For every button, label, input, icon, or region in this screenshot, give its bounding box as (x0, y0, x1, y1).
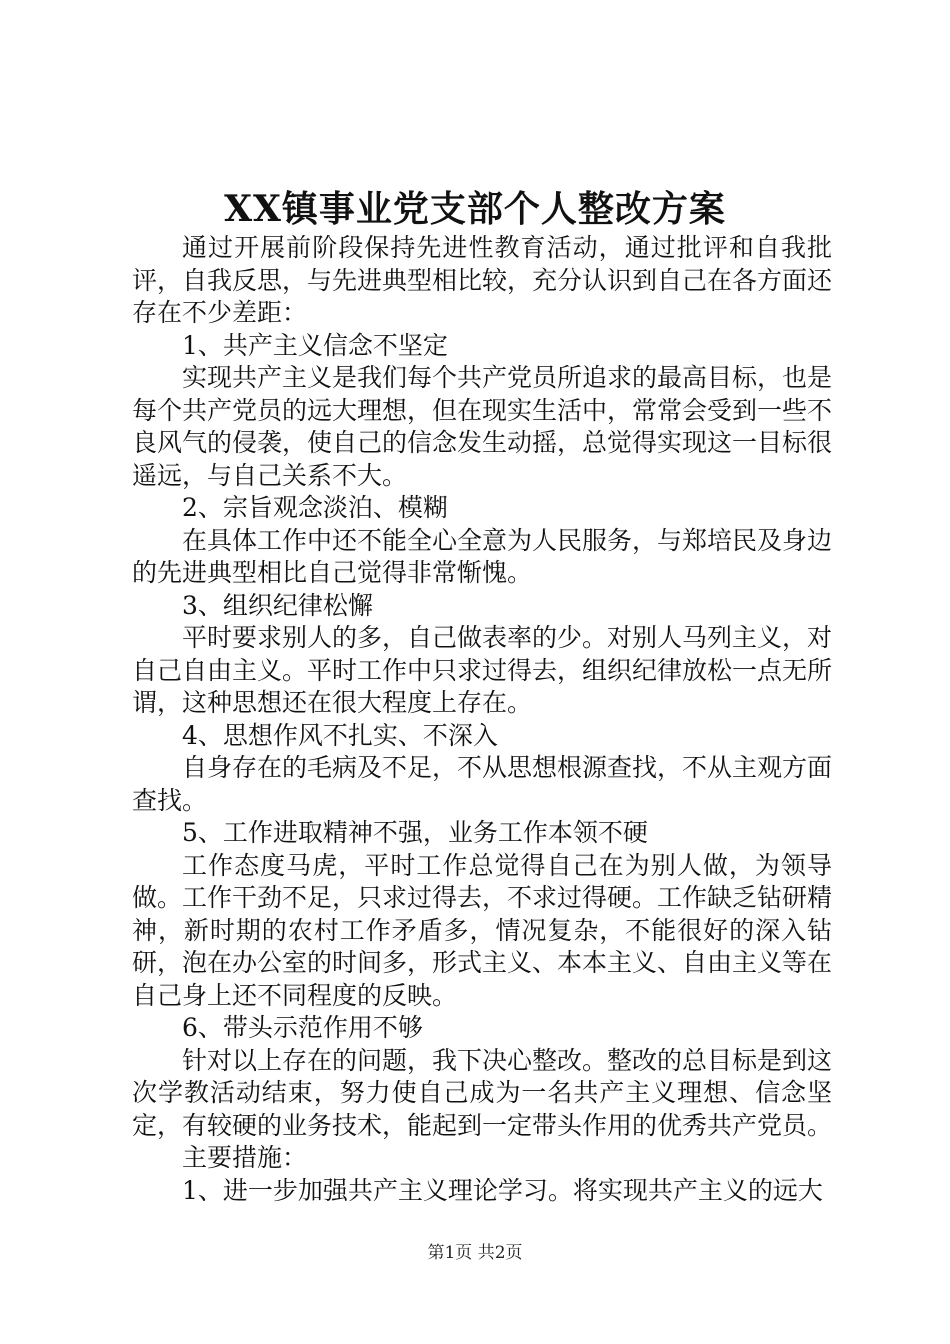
paragraph: 实现共产主义是我们每个共产党员所追求的最高目标，也是每个共产党员的远大理想，但在现实生活中，常常会受到一些不良风气的侵袭，使自己的信念发生动摇，总觉得实现这一目标很遥远，与自己关系不大。 (132, 363, 833, 490)
document-body (132, 232, 832, 1207)
paragraph: 工作态度马虎，平时工作总觉得自己在为别人做，为领导做。工作干劲不足，只求过得去，不求过得硬。工作缺乏钻研精神，新时期的农村工作矛盾多，情况复杂，不能很好的深入钻研，泡在办公室的时间多，形式主义、本本主义、自由主义等在自己身上还不同程度的反映。 (132, 850, 833, 1010)
section-heading: 主要措施： (182, 1143, 308, 1172)
section-heading: 5、工作进取精神不强，业务工作本领不硬 (182, 818, 648, 847)
section-heading: 2、宗旨观念淡泊、模糊 (182, 493, 448, 522)
paragraph: 针对以上存在的问题，我下决心整改。整改的总目标是到这次学教活动结束，努力使自己成为一名共产主义理想、信念坚定，有较硬的业务技术，能起到一定带头作用的优秀共产党员。 (132, 1045, 833, 1140)
section-heading: 6、带头示范作用不够 (182, 1013, 423, 1042)
paragraph: 1、进一步加强共产主义理论学习。将实现共产主义的远大 (182, 1175, 823, 1205)
document-title: XX镇事业党支部个人整改方案 (224, 188, 726, 230)
section-heading: 1、共产主义信念不坚定 (182, 330, 448, 360)
paragraph: 平时要求别人的多，自己做表率的少。对别人马列主义，对自己自由主义。平时工作中只求过得去，组织纪律放松一点无所谓，这种思想还在很大程度上存在。 (132, 623, 833, 717)
paragraph: 在具体工作中还不能全心全意为人民服务，与郑培民及身边的先进典型相比自己觉得非常惭愧。 (132, 525, 833, 587)
paragraph: 自身存在的毛病及不足，不从思想根源查找，不从主观方面查找。 (132, 753, 833, 815)
section-heading: 4、思想作风不扎实、不深入 (182, 720, 498, 750)
page-footer: 第1页 共2页 (427, 1243, 523, 1263)
paragraph: 通过开展前阶段保持先进性教育活动，通过批评和自我批评，自我反思，与先进典型相比较，充分认识到自己在各方面还存在不少差距： (132, 233, 833, 327)
section-heading: 3、组织纪律松懈 (182, 590, 373, 620)
